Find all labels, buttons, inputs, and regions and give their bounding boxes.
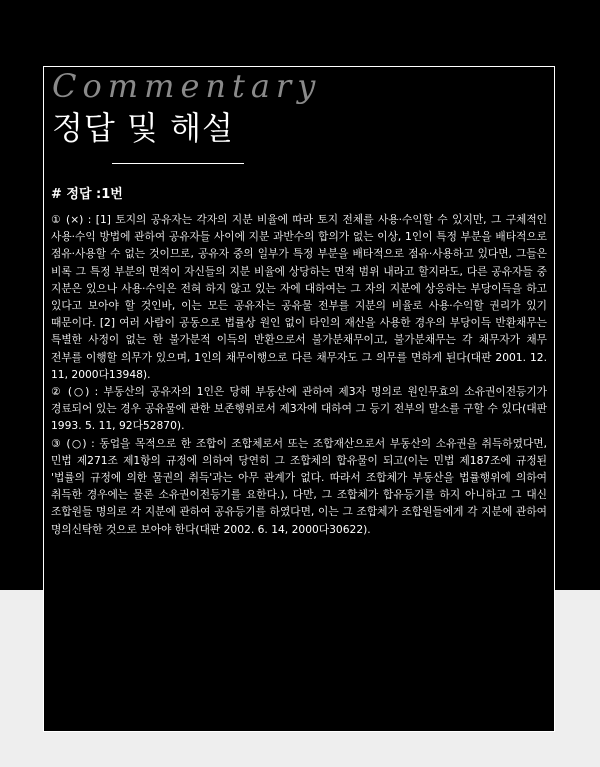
explanation-item-2: ② (○) : 부동산의 공유자의 1인은 당해 부동산에 관하여 제3자 명의로 원인무효의 소유권이전등기가 경료되어 있는 경우 공유물에 관한 보존행위로서 제3자에 대하여 그 등기 전부의 말소를 구할 수 있다(대판 1993. 5. 11, 92다52870). — [51, 385, 547, 433]
script-title: Commentary — [52, 67, 322, 105]
page-title: 정답 및 해설 — [52, 109, 234, 147]
commentary-card — [43, 66, 555, 732]
explanation-item-3: ③ (○) : 동업을 목적으로 한 조합이 조합체로서 또는 조합재산으로서 부동산의 소유권을 취득하였다면, 민법 제271조 제1항의 규정에 의하여 당연히 그 조합체의 합유물이 되고(이는 민법 제187조에 규정된 '법률의 규정에 의한 물권의 취득'과는 아무 관계가 없다. 따라서 조합체가 부동산을 법률행위에 의하여 취득한 경우에는 물론 소유권이전등기를 요한다.), 다만, 그 조합체가 합유등기를 하지 아니하고 그 대신 조합원들 명의로 각 지분에 관하여 공유등기를 하였다면, 이는 그 조합체가 조합원들에게 각 지분에 관하여 명의신탁한 것으로 보아야 한다(대판 2002. 6. 14, 2000다30622). — [51, 436, 547, 536]
explanation-item-1: ① (×) : [1] 토지의 공유자는 각자의 지분 비율에 따라 토지 전체를 사용·수익할 수 있지만, 그 구체적인 사용·수익 방법에 관하여 공유자들 사이에 지분 과반수의 합의가 없는 이상, 1인이 특정 부분을 배타적으로 점유·사용할 수 없는 것이므로, 공유자 중의 일부가 특정 부분을 배타적으로 점유·사용하고 있다면, 그들은 비록 그 특정 부분의 면적이 자신들의 지분 비율에 상당하는 면적 범위 내라고 할지라도, 다른 공유자들 중 지분은 있으나 사용·수익은 전혀 하지 않고 있는 자에 대하여는 그 자의 지분에 상응하는 부당이득을 하고 있다고 보아야 할 것인바, 이는 모든 공유자는 공유물 전부를 지분의 비율로 사용·수익할 권리가 있기 때문이다. [2] 여러 사람이 공동으로 법률상 원인 없이 타인의 재산을 사용한 경우의 부당이득 반환채무는 특별한 사정이 없는 한 불가분적 이득의 반환으로서 불가분채무이고, 불가분채무는 각 채무자가 채무 전부를 이행할 의무가 있으며, 1인의 채무이행으로 다른 채무자도 그 의무를 면하게 된다(대판 2001. 12. 11, 2000다13948). — [51, 213, 547, 381]
title-divider — [112, 163, 244, 164]
answer-heading: # 정답 :1번 — [51, 187, 123, 202]
explanation-body — [51, 211, 547, 538]
